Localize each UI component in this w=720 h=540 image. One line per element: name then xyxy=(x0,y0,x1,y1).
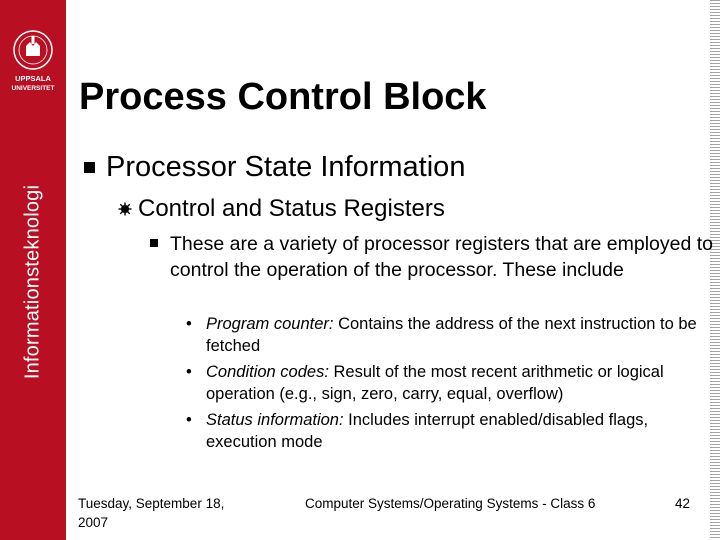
item-term: Condition codes: xyxy=(206,363,329,381)
item-term: Status information: xyxy=(206,411,344,429)
square-bullet-icon xyxy=(84,162,95,173)
footer-date: Tuesday, September 18, 2007 xyxy=(78,496,225,530)
bullet-level-2-text: Control and Status Registers xyxy=(138,195,445,222)
footer-course: Computer Systems/Operating Systems - Class 6 xyxy=(305,496,596,511)
page-number: 42 xyxy=(675,496,691,511)
item-term: Program counter: xyxy=(206,315,334,333)
uppsala-university-logo xyxy=(6,28,60,96)
dot-bullet-icon: • xyxy=(186,411,192,429)
slide-title: Process Control Block xyxy=(79,76,487,118)
starburst-bullet-icon xyxy=(118,202,132,216)
dot-bullet-icon: • xyxy=(186,315,192,333)
bullet-level-1-text: Processor State Information xyxy=(106,151,466,183)
item-description: Contains the address of the next instruction to be fetched xyxy=(206,315,697,355)
dot-bullet-icon: • xyxy=(186,363,192,381)
bullet-level-3-text: These are a variety of processor registers that are employed to control the operation of the processor. These include xyxy=(170,233,714,281)
item-description: Includes interrupt enabled/disabled flags, execution mode xyxy=(206,411,649,451)
square-bullet-icon xyxy=(150,239,158,247)
logo-line-1: UPPSALA xyxy=(15,74,51,83)
sidebar xyxy=(0,0,66,540)
logo-line-2: UNIVERSITET xyxy=(11,85,55,92)
department-label: Informationsteknologi xyxy=(21,184,44,380)
item-description: Result of the most recent arithmetic or logical operation (e.g., sign, zero, carry, equal, overflow) xyxy=(206,363,664,403)
